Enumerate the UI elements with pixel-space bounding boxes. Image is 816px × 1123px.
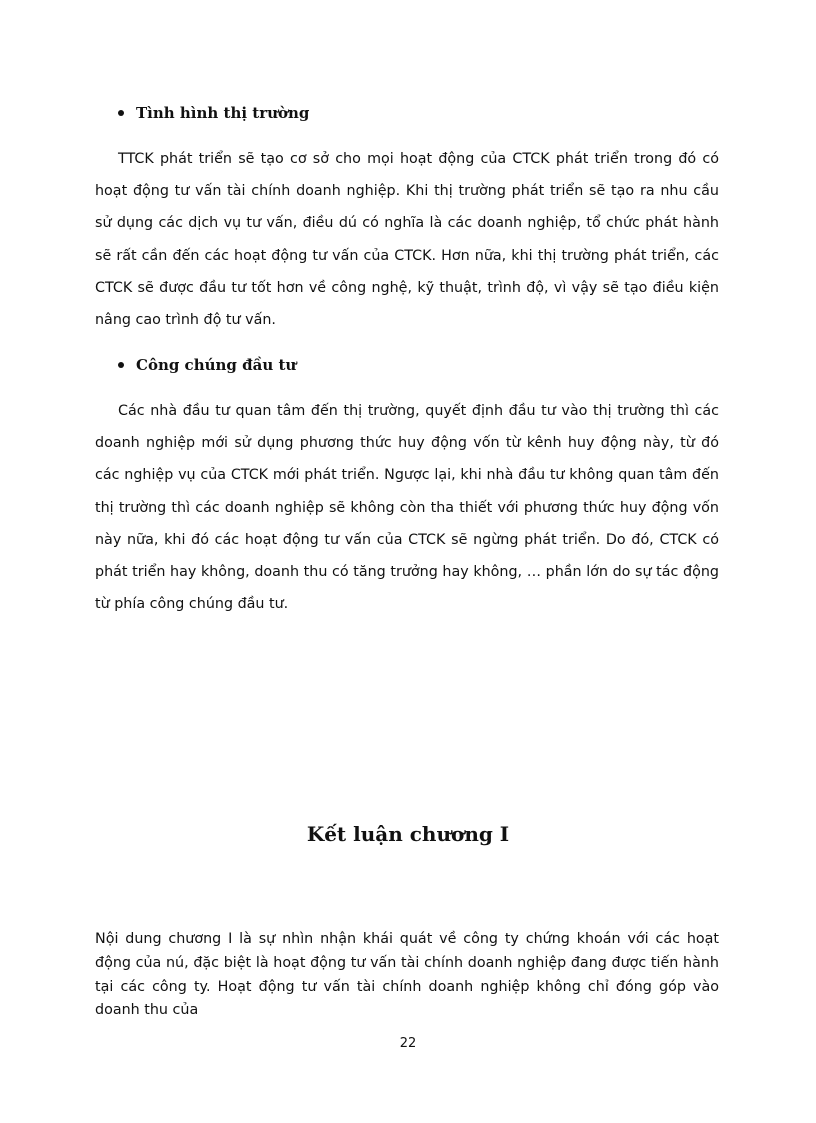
- paragraph-investors: Các nhà đầu tư quan tâm đến thị trường, quyết định đầu tư vào thị trường thì các doanh nghiệp mới sử dụng phương thức huy động vốn từ kênh huy động này, từ đó các nghiệp vụ của CTCK mới phát triển. Ngược lại, khi nhà đầu tư không quan tâm đến thị trường thì các doanh nghiệp sẽ không còn tha thiết với phương thức huy động vốn này nữa, khi đó các hoạt động tư vấn của CTCK sẽ ngừng phát triển. Do đó, CTCK có phát triển hay không, doanh thu có tăng trưởng hay không, … phần lớn do sự tác động từ phía công chúng đầu tư.: [95, 403, 719, 613]
- section-heading-investors: [118, 356, 296, 374]
- section-heading-text: Tình hình thị trường: [136, 104, 310, 122]
- paragraph-conclusion: Nội dung chương I là sự nhìn nhận khái quát về công ty chứng khoán với các hoạt động của nú, đặc biệt là hoạt động tư vấn tài chính doanh nghiệp đang được tiến hành tại các công ty. Hoạt động tư vấn tài chính doanh nghiệp không chỉ đóng góp vào doanh thu của: [95, 931, 719, 1019]
- chapter-conclusion-title: Kết luận chương I: [306, 822, 510, 846]
- section-heading-market: [118, 104, 309, 122]
- bullet-icon: [118, 362, 124, 368]
- page-number: 22: [399, 1036, 417, 1051]
- bullet-icon: [118, 110, 124, 116]
- paragraph-market: TTCK phát triển sẽ tạo cơ sở cho mọi hoạt động của CTCK phát triển trong đó có hoạt động tư vấn tài chính doanh nghiệp. Khi thị trường phát triển sẽ tạo ra nhu cầu sử dụng các dịch vụ tư vấn, điều dú có nghĩa là các doanh nghiệp, tổ chức phát hành sẽ rất cần đến các hoạt động tư vấn của CTCK. Hơn nữa, khi thị trường phát triển, các CTCK sẽ được đầu tư tốt hơn về công nghệ, kỹ thuật, trình độ, vì vậy sẽ tạo điều kiện nâng cao trình độ tư vấn.: [95, 151, 719, 329]
- section-heading-text: Công chúng đầu tư: [136, 356, 297, 374]
